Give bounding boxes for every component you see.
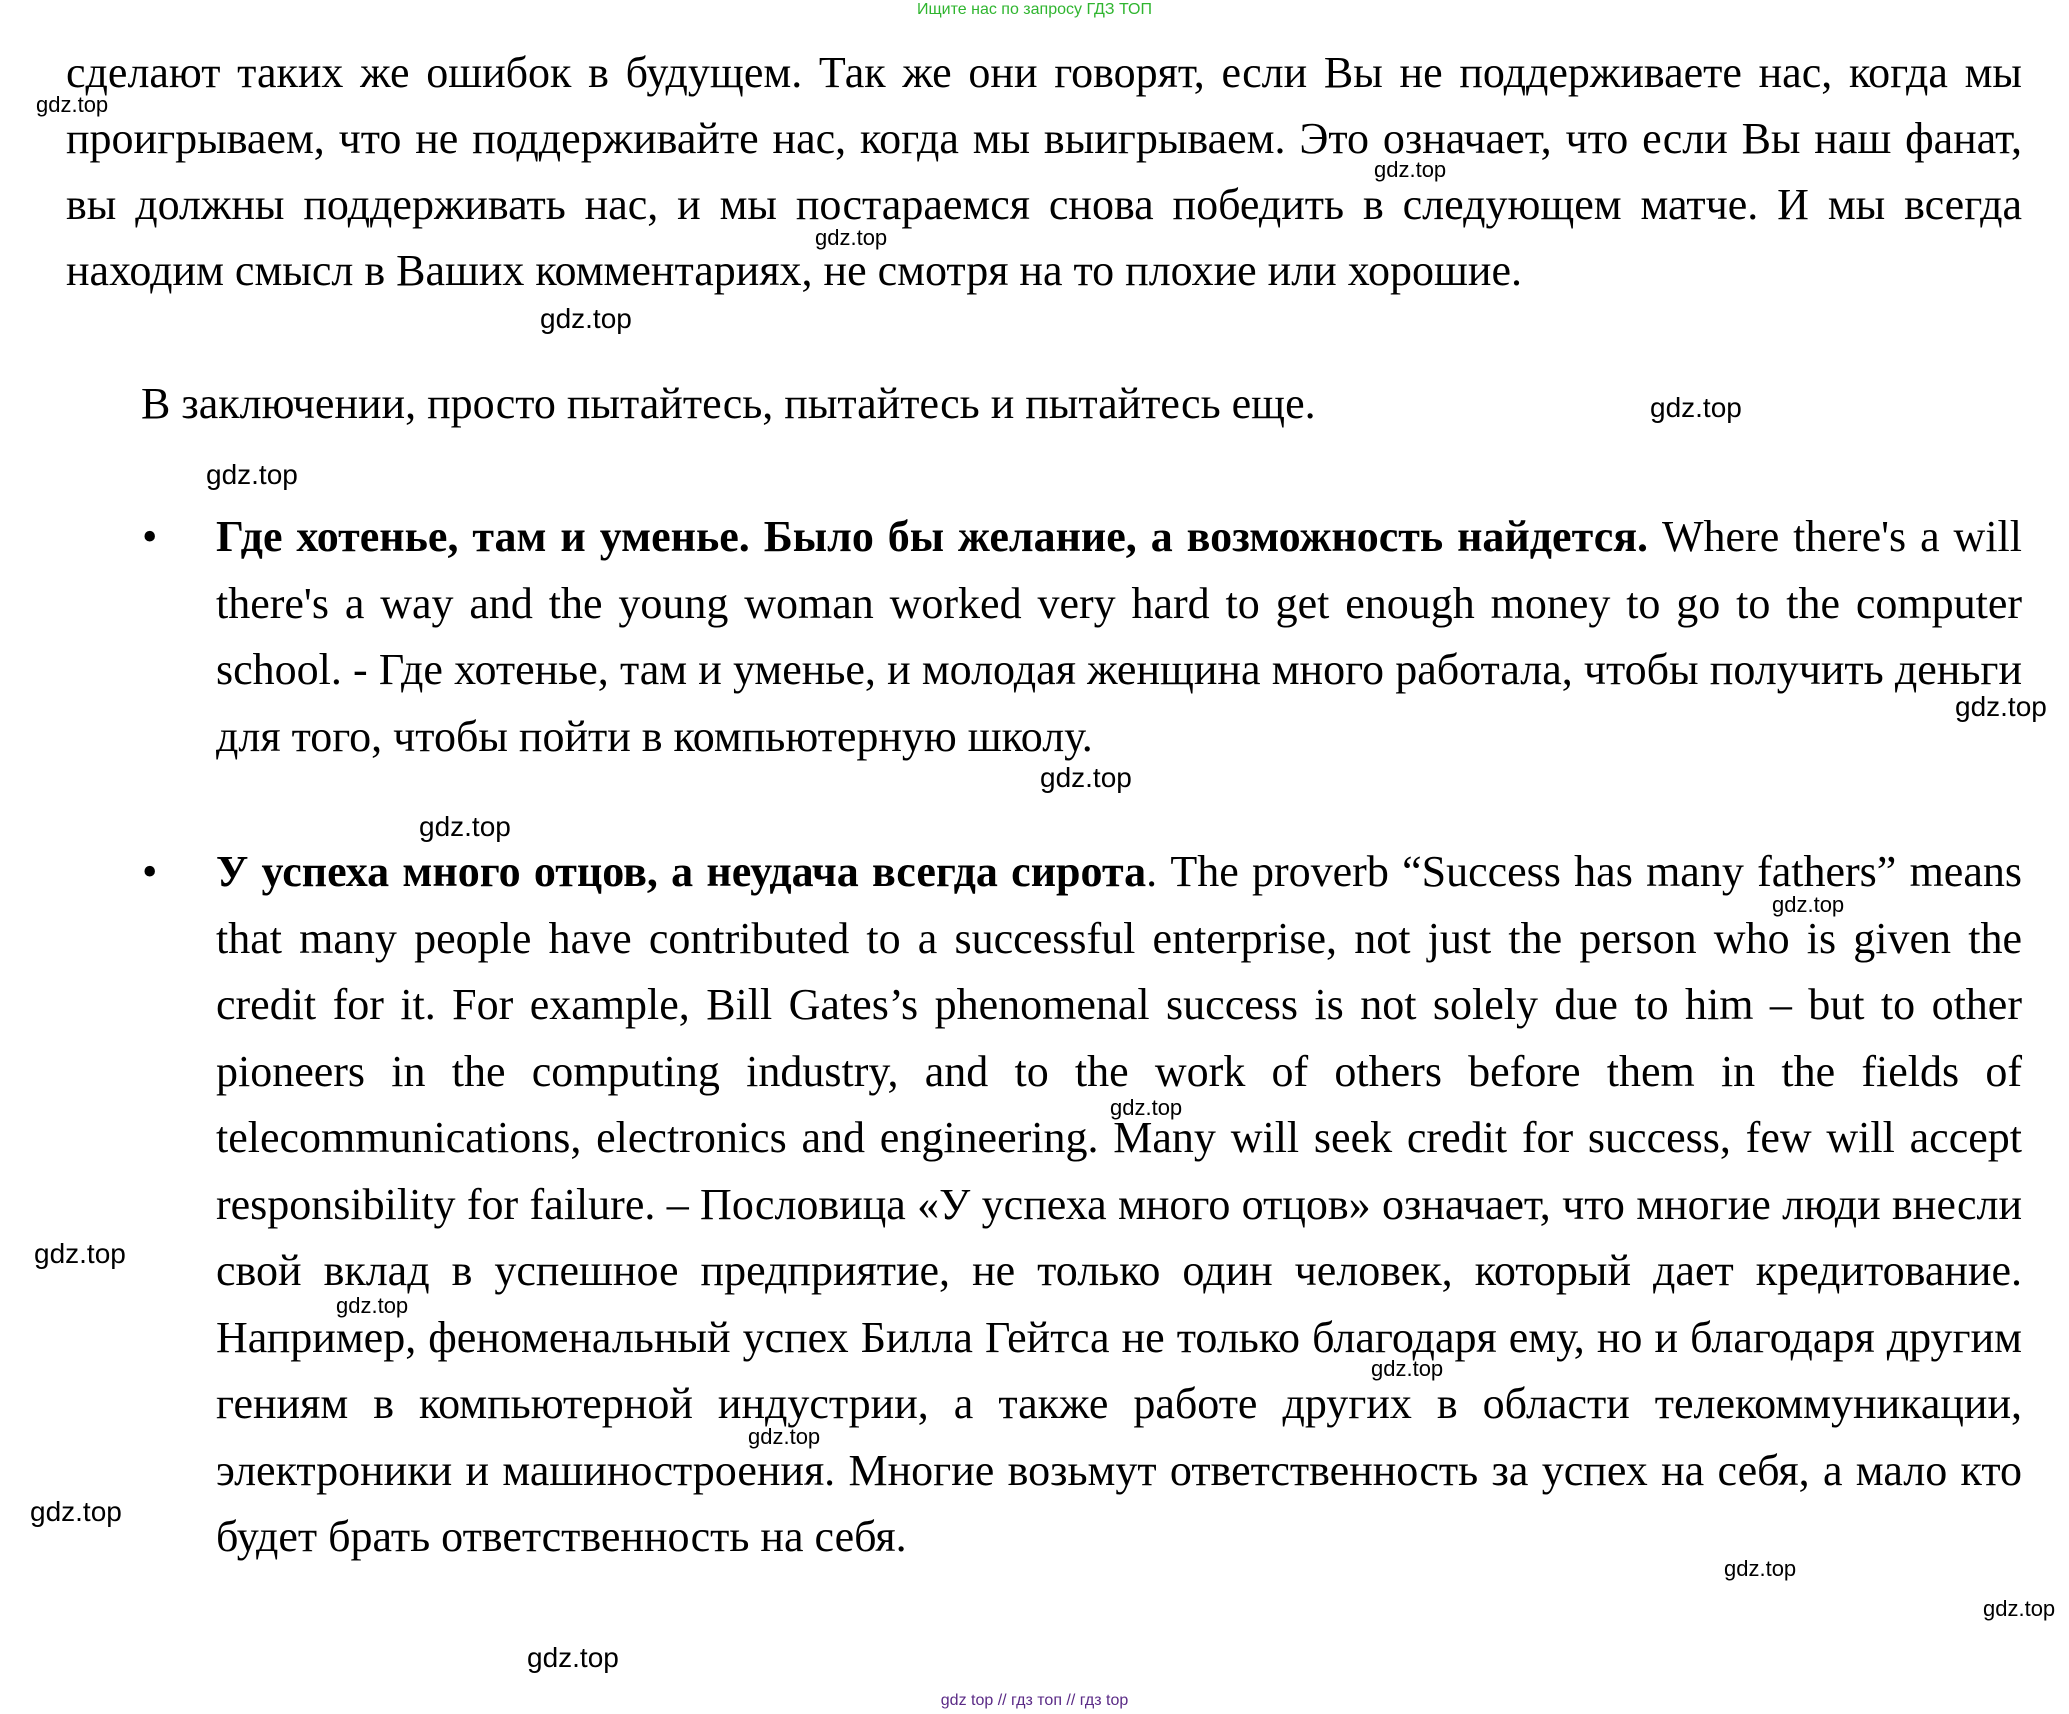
watermark-label: gdz.top <box>36 92 109 117</box>
bullet-marker: • <box>142 512 158 561</box>
watermark-label: gdz.top <box>206 459 298 490</box>
proverb-explanation: . The proverb “Success has many fathers” means that many people have contributed to a successful enterprise, not just the person who is given the credit for it. For example, Bill Gates’s phenomenal success is not solely due to him – but to other pioneers in the computing industry, and to the work of others before them in the fields of telecommunications, electronics and engineering. Many will seek credit for success, few will accept responsibility for failure. – Пословица «У успеха много отцов» означает, что многие люди внесли свой вклад в успешное предприятие, не только один человек, который дает кредитование. Например, феноменальный успех Билла Гейтса не только благодаря ему, но и благодаря другим гениям в компьютерной индустрии, а также работе других в области телекоммуникации, электроники и машиностроения. Многие возьмут ответственность за успех на себя, а мало кто будет брать ответственность на себя. <box>216 847 2022 1561</box>
proverb-explanation: Where there's a will there's a way and the young woman worked very hard to get enough money to go to the computer school. - Где хотенье, там и уменье, и молодая женщина много работала, чтобы получить деньги для того, чтобы пойти в компьютерную школу. <box>216 512 2022 761</box>
footer-links: gdz top // гдз топ // гдз top <box>940 1692 1129 1709</box>
watermark-label: gdz.top <box>30 1496 122 1527</box>
top-banner: Ищите нас по запросу ГДЗ ТОП <box>917 1 1152 18</box>
watermark-label: gdz.top <box>1724 1556 1797 1581</box>
proverb-item-2 <box>216 839 2022 1571</box>
proverb-heading: Где хотенье, там и уменье. Было бы желание, а возможность найдется. <box>216 512 1649 561</box>
watermark-label: gdz.top <box>336 1293 409 1318</box>
bullet-marker: • <box>142 847 158 896</box>
watermark-label: gdz.top <box>1110 1095 1183 1120</box>
proverb-heading: У успеха много отцов, а неудача всегда сирота <box>216 847 1147 896</box>
watermark-label: gdz.top <box>1371 1356 1444 1381</box>
watermark-label: gdz.top <box>748 1424 821 1449</box>
watermark-label: gdz.top <box>1955 691 2047 722</box>
watermark-label: gdz.top <box>527 1642 619 1673</box>
watermark-label: gdz.top <box>1983 1596 2056 1621</box>
watermark-label: gdz.top <box>815 225 888 250</box>
paragraph-conclusion: В заключении, просто пытайтесь, пытайтесь и пытайтесь еще. <box>141 379 1316 428</box>
watermark-label: gdz.top <box>1040 762 1132 793</box>
proverb-item-1 <box>216 504 2022 770</box>
watermark-label: gdz.top <box>34 1238 126 1269</box>
paragraph-continued: сделают таких же ошибок в будущем. Так же они говорят, если Вы не поддерживаете нас, когда мы проигрываем, что не поддерживайте нас, когда мы выигрываем. Это означает, что если Вы наш фанат, вы должны поддерживать нас, и мы постараемся снова победить в следующем матче. И мы всегда находим смысл в Ваших комментариях, не смотря на то плохие или хорошие. <box>66 48 2022 295</box>
watermark-label: gdz.top <box>540 303 632 334</box>
watermark-label: gdz.top <box>1650 392 1742 423</box>
watermark-label: gdz.top <box>419 811 511 842</box>
watermark-label: gdz.top <box>1374 157 1447 182</box>
watermark-label: gdz.top <box>1772 892 1845 917</box>
